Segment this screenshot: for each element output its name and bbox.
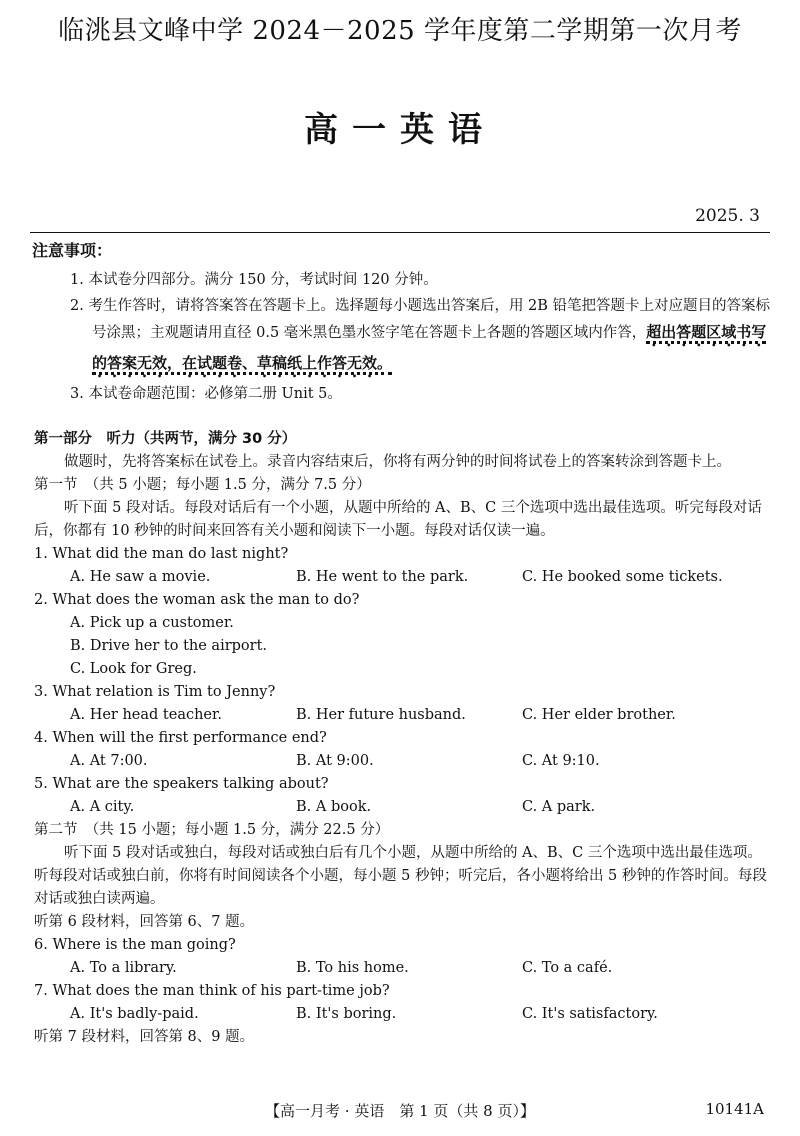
option-c: C. It's satisfactory. xyxy=(522,1006,658,1022)
question-4-options xyxy=(34,750,768,773)
part1-intro: 做题时，先将答案标在试卷上。录音内容结束后，你将有两分钟的时间将试卷上的答案转涂到答题卡上。 xyxy=(64,454,731,470)
option-a: A. Her head teacher. xyxy=(70,707,222,723)
question-3-options xyxy=(34,704,768,727)
question-7: 7. What does the man think of his part-time job? xyxy=(34,983,390,999)
notice-item-2 xyxy=(32,293,772,381)
question-6: 6. Where is the man going? xyxy=(34,937,236,953)
question-2: 2. What does the woman ask the man to do? xyxy=(34,592,360,608)
notice-item-2-text: 2. 考生作答时，请将答案答在答题卡上。选择题每小题选出答案后，用 2B 铅笔把答题卡上对应题目的答案标号涂黑；主观题请用直径 0.5 毫米黑色墨水签字笔在答题卡上各题的答题区域内作答， xyxy=(70,298,771,341)
option-c: C. At 9:10. xyxy=(522,753,600,769)
option-a: A. Pick up a customer. xyxy=(70,615,234,631)
paper-code: 10141A xyxy=(705,1100,764,1118)
notice-item-1: 1. 本试卷分四部分。满分 150 分，考试时间 120 分钟。 xyxy=(70,272,438,288)
option-a: A. To a library. xyxy=(70,960,177,976)
notice-item-3: 3. 本试卷命题范围：必修第二册 Unit 5。 xyxy=(70,386,342,402)
material-6-note: 听第 6 段材料，回答第 6、7 题。 xyxy=(34,914,255,930)
option-b: B. He went to the park. xyxy=(296,569,469,585)
question-5: 5. What are the speakers talking about? xyxy=(34,776,329,792)
question-6-options xyxy=(34,957,768,980)
header-divider xyxy=(30,232,770,233)
option-a: A. He saw a movie. xyxy=(70,569,211,585)
question-7-options xyxy=(34,1003,768,1026)
material-7-note: 听第 7 段材料，回答第 8、9 题。 xyxy=(34,1029,255,1045)
option-c: C. To a café. xyxy=(522,960,613,976)
option-c: C. He booked some tickets. xyxy=(522,569,723,585)
school-exam-title: 临洮县文峰中学 2024－2025 学年度第二学期第一次月考 xyxy=(58,16,742,46)
option-b: B. A book. xyxy=(296,799,372,815)
question-3: 3. What relation is Tim to Jenny? xyxy=(34,684,276,700)
section1-heading: 第一节 （共 5 小题；每小题 1.5 分，满分 7.5 分） xyxy=(34,477,371,493)
option-a: A. A city. xyxy=(70,799,135,815)
section2-heading: 第二节 （共 15 小题；每小题 1.5 分，满分 22.5 分） xyxy=(34,822,390,838)
page-footer: 【高一月考 · 英语 第 1 页（共 8 页）】 xyxy=(265,1102,535,1120)
question-1: 1. What did the man do last night? xyxy=(34,546,289,562)
option-c: C. Her elder brother. xyxy=(522,707,676,723)
option-b: B. Drive her to the airport. xyxy=(70,638,268,654)
option-b: B. It's boring. xyxy=(296,1006,397,1022)
notice-heading: 注意事项： xyxy=(32,241,113,260)
section1-instructions: 听下面 5 段对话。每段对话后有一个小题，从题中所给的 A、B、C 三个选项中选出最佳选项。听完每段对话后，你都有 10 秒钟的时间来回答有关小题和阅读下一小题。每段对话仅读一遍。 xyxy=(34,500,762,539)
subject-title: 高一英语 xyxy=(304,110,496,150)
question-1-options xyxy=(34,566,768,589)
exam-date: 2025. 3 xyxy=(695,206,760,226)
notice-section xyxy=(32,238,772,407)
question-5-options xyxy=(34,796,768,819)
option-c: C. Look for Greg. xyxy=(70,661,197,677)
question-4: 4. When will the first performance end? xyxy=(34,730,327,746)
option-b: B. Her future husband. xyxy=(296,707,466,723)
option-a: A. At 7:00. xyxy=(70,753,148,769)
option-b: B. To his home. xyxy=(296,960,409,976)
option-b: B. At 9:00. xyxy=(296,753,374,769)
listening-part xyxy=(34,428,768,1049)
option-a: A. It's badly-paid. xyxy=(70,1006,199,1022)
section2-instructions: 听下面 5 段对话或独白，每段对话或独白后有几个小题，从题中所给的 A、B、C 三个选项中选出最佳选项。听每段对话或独白前，你将有时间阅读各个小题，每小题 5 秒钟；听完后，各小题将给出 5 秒钟的作答时间。每段对话或独白读两遍。 xyxy=(34,845,767,907)
notice-emphasis: 超出答题区域书写的答案无效，在试题卷、草稿纸上作答无效。 xyxy=(92,323,766,375)
option-c: C. A park. xyxy=(522,799,596,815)
part1-heading: 第一部分 听力（共两节，满分 30 分） xyxy=(34,431,297,447)
